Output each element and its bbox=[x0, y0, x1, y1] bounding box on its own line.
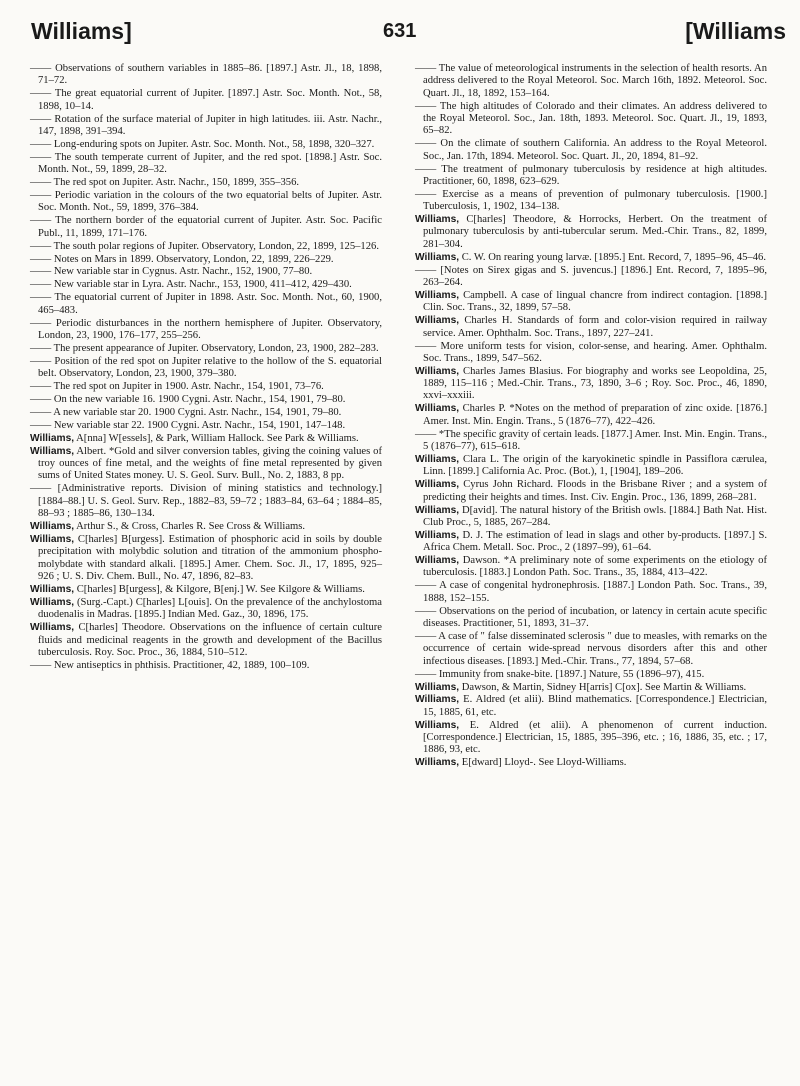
bibliography-entry bbox=[415, 138, 767, 163]
bibliography-entry bbox=[415, 720, 767, 757]
entry-author-heading: Williams, bbox=[415, 453, 460, 465]
entry-author-heading: Williams, bbox=[415, 694, 460, 706]
entry-text: —— Rotation of the surface material of Jupiter in high latitudes. iii. Astr. Nachr., 147, 1898, 391–394. bbox=[30, 113, 382, 137]
entry-text: Dawson, & Martin, Sidney H[arris] C[ox]. See Martin & Williams. bbox=[459, 681, 747, 693]
entry-text: —— Observations on the period of incubation, or latency in certain acute specific diseases. Practitioner, 51, 1893, 31–37. bbox=[415, 605, 767, 629]
entry-text: D[avid]. The natural history of the British owls. [1884.] Bath Nat. Hist. Club Proc., 5, 1885, 267–284. bbox=[423, 504, 767, 528]
entry-author-heading: Williams, bbox=[415, 504, 460, 516]
bibliography-entry bbox=[30, 597, 382, 622]
bibliography-entry bbox=[415, 505, 767, 530]
entry-text: C. W. On rearing young larvæ. [1895.] Ent. Record, 7, 1895–96, 45–46. bbox=[459, 251, 766, 263]
entry-author-heading: Williams, bbox=[415, 681, 460, 693]
bibliography-entry bbox=[30, 433, 382, 445]
bibliography-entry bbox=[415, 366, 767, 403]
entry-author-heading: Williams, bbox=[415, 403, 460, 415]
bibliography-entry bbox=[30, 292, 382, 317]
entry-text: —— A case of " false disseminated sclerosis " due to measles, with remarks on the occurrence of certain wide-spread nervous disorders after this and other infectious diseases. [1893.] Med.-Chir. Trans., 77, 1894, 57–68. bbox=[415, 630, 767, 667]
entry-text: Arthur S., & Cross, Charles R. See Cross & Williams. bbox=[74, 521, 306, 533]
entry-text: —— Immunity from snake-bite. [1897.] Nature, 55 (1896–97), 415. bbox=[415, 668, 705, 680]
running-header bbox=[0, 12, 800, 52]
entry-author-heading: Williams, bbox=[415, 289, 460, 301]
entry-text: —— More uniform tests for vision, color-sense, and hearing. Amer. Ophthalm. Soc. Trans., 1899, 547–562. bbox=[415, 340, 767, 364]
entry-text: —— [Administrative reports. Division of mining statistics and technology.] [1884–88.] U. S. Geol. Surv. Rep., 1882–83, 59–72 ; 1883–84, 63–64 ; 1884–85, 88–93 ; 1885–86, 130–134. bbox=[30, 483, 382, 520]
entry-text: Dawson. *A preliminary note of some experiments on the etiology of tuberculosis. [1883.] London Path. Soc. Trans., 35, 1884, 413–422. bbox=[423, 555, 767, 579]
bibliography-entry bbox=[30, 177, 382, 189]
entry-text: —— New variable star in Lyra. Astr. Nachr., 153, 1900, 411–412, 429–430. bbox=[30, 279, 352, 291]
entry-text: —— The great equatorial current of Jupiter. [1897.] Astr. Soc. Month. Not., 58, 1898, 10–14. bbox=[30, 88, 382, 112]
bibliography-entry bbox=[30, 343, 382, 355]
entry-author-heading: Williams, bbox=[415, 251, 460, 263]
entry-text: —— Notes on Mars in 1899. Observatory, London, 22, 1899, 226–229. bbox=[30, 253, 334, 265]
bibliography-entry bbox=[30, 622, 382, 659]
entry-text: Charles James Blasius. For biography and works see Leopoldina, 25, 1889, 115–116 ; Med.-Chir. Trans., 73, 1890, 3–6 ; Roy. Soc. Proc., 46, 1890, xxvi–xxxiii. bbox=[423, 365, 767, 402]
entry-text: —— The present appearance of Jupiter. Observatory, London, 23, 1900, 282–283. bbox=[30, 342, 379, 354]
bibliography-entry bbox=[415, 479, 767, 504]
bibliography-entry bbox=[30, 660, 382, 672]
bibliography-entry bbox=[415, 252, 767, 264]
entry-author-heading: Williams, bbox=[415, 555, 460, 567]
header-right-name: [Williams bbox=[685, 18, 786, 44]
entry-text: —— The south polar regions of Jupiter. Observatory, London, 22, 1899, 125–126. bbox=[30, 240, 379, 252]
entry-text: D. J. The estimation of lead in slags and other by-products. [1897.] S. Africa Chem. Metall. Soc. Proc., 2 (1897–99), 61–64. bbox=[423, 529, 767, 554]
right-column bbox=[415, 63, 767, 770]
bibliography-entry bbox=[415, 403, 767, 428]
bibliography-entry bbox=[30, 215, 382, 240]
entry-author-heading: Williams, bbox=[415, 757, 460, 769]
entry-text: —— *The specific gravity of certain leads. [1877.] Amer. Inst. Min. Engin. Trans., 5 (1876–77), 615–618. bbox=[415, 428, 767, 453]
entry-author-heading: Williams, bbox=[30, 445, 75, 457]
entry-author-heading: Williams, bbox=[30, 533, 75, 545]
bibliography-entry bbox=[30, 266, 382, 278]
bibliography-entry bbox=[30, 114, 382, 139]
entry-text: E[dward] Lloyd-. See Lloyd-Williams. bbox=[459, 757, 627, 769]
entry-text: C[harles] B[urgess]. Estimation of phosphoric acid in soils by double precipitation with molybdic solution and titration of the ammonium phospho-molybdate with standard alkali. [1895.] Amer. Chem. Soc. Jl., 17, 1895, 925–926 ; U. S. Div. Chem. Bull., No. 47, 1896, 82–83. bbox=[38, 533, 382, 582]
entry-text: Charles P. *Notes on the method of preparation of zinc oxide. [1876.] Amer. Inst. Min. Engin. Trans., 5 (1876–77), 422–426. bbox=[423, 403, 767, 427]
entry-text: —— Observations of southern variables in 1885–86. [1897.] Astr. Jl., 18, 1898, 71–72. bbox=[30, 63, 382, 87]
entry-author-heading: Williams, bbox=[415, 214, 460, 226]
bibliography-entry bbox=[30, 483, 382, 520]
bibliography-entry bbox=[30, 190, 382, 215]
bibliography-entry bbox=[415, 164, 767, 189]
bibliography-entry bbox=[415, 429, 767, 454]
entry-text: —— The south temperate current of Jupiter, and the red spot. [1898.] Astr. Soc. Month. Not., 59, 1899, 28–32. bbox=[30, 151, 382, 176]
bibliography-entry bbox=[30, 63, 382, 88]
entry-text: —— A case of congenital hydronephrosis. [1887.] London Path. Soc. Trans., 39, 1888, 152–155. bbox=[415, 580, 767, 604]
entry-text: —— Periodic variation in the colours of the two equatorial belts of Jupiter. Astr. Soc. Month. Not., 59, 1899, 376–384. bbox=[30, 190, 382, 214]
header-left-name: Williams] bbox=[31, 18, 132, 44]
bibliography-entry bbox=[415, 555, 767, 580]
bibliography-entry bbox=[415, 290, 767, 315]
entry-text: —— New variable star 22. 1900 Cygni. Astr. Nachr., 154, 1901, 147–148. bbox=[30, 419, 346, 431]
entry-text: Albert. *Gold and silver conversion tables, giving the coining values of troy ounces of fine metal, and the weights of fine metal represented by given sums of United States money. U. S. Geol. Surv. Bull., No. 2, 1883, 8 pp. bbox=[38, 445, 382, 482]
bibliography-entry bbox=[415, 63, 767, 100]
bibliography-entry bbox=[30, 356, 382, 381]
bibliography-entry bbox=[415, 341, 767, 366]
entry-text: Campbell. A case of lingual chancre from indirect contagion. [1898.] Clin. Soc. Trans., 32, 1899, 57–58. bbox=[423, 289, 767, 314]
bibliography-entry bbox=[415, 669, 767, 681]
bibliography-entry bbox=[30, 521, 382, 533]
entry-text: —— New antiseptics in phthisis. Practitioner, 42, 1889, 100–109. bbox=[30, 659, 310, 671]
entry-text: —— The red spot on Jupiter in 1900. Astr. Nachr., 154, 1901, 73–76. bbox=[30, 381, 324, 393]
entry-author-heading: Williams, bbox=[415, 365, 460, 377]
bibliography-entry bbox=[30, 584, 382, 596]
entry-author-heading: Williams, bbox=[30, 432, 75, 444]
entry-text: —— The red spot on Jupiter. Astr. Nachr., 150, 1899, 355–356. bbox=[30, 177, 300, 189]
bibliography-entry bbox=[415, 101, 767, 138]
entry-text: —— New variable star in Cygnus. Astr. Nachr., 152, 1900, 77–80. bbox=[30, 266, 313, 278]
entry-text: —— Long-enduring spots on Jupiter. Astr. Soc. Month. Not., 58, 1898, 320–327. bbox=[30, 138, 375, 150]
bibliography-entry bbox=[30, 152, 382, 177]
entry-author-heading: Williams, bbox=[415, 719, 460, 731]
entry-text: —— Exercise as a means of prevention of pulmonary tuberculosis. [1900.] Tuberculosis, 1, 1902, 134–138. bbox=[415, 188, 767, 213]
entry-text: —— The equatorial current of Jupiter in 1898. Astr. Soc. Month. Not., 60, 1900, 465–483. bbox=[30, 292, 382, 316]
bibliography-entry bbox=[415, 606, 767, 631]
bibliography-entry bbox=[415, 757, 767, 769]
bibliography-entry bbox=[30, 318, 382, 343]
entry-author-heading: Williams, bbox=[30, 583, 75, 595]
entry-text: A[nna] W[essels], & Park, William Hallock. See Park & Williams. bbox=[74, 432, 359, 444]
entry-text: —— The treatment of pulmonary tuberculosis by residence at high altitudes. Practitioner, 60, 1898, 623–629. bbox=[415, 163, 767, 187]
bibliography-entry bbox=[30, 139, 382, 151]
page-number: 631 bbox=[383, 20, 417, 42]
entry-text: E. Aldred (et alii). Blind mathematics. [Correspondence.] Electrician, 15, 1885, 61, etc. bbox=[423, 694, 767, 718]
entry-author-heading: Williams, bbox=[415, 529, 460, 541]
entry-text: —— On the new variable 16. 1900 Cygni. Astr. Nachr., 154, 1901, 79–80. bbox=[30, 394, 346, 406]
bibliography-entry bbox=[415, 454, 767, 479]
entry-text: Cyrus John Richard. Floods in the Brisbane River ; and a system of predicting their heights and times. Inst. Civ. Engin. Proc., 136, 1899, 268–281. bbox=[423, 479, 767, 503]
entry-text: —— The high altitudes of Colorado and their climates. An address delivered to the Royal Meteorol. Soc., Jan. 18th, 1893. Meteorol. Soc. Quart. Jl., 19, 1893, 65–82. bbox=[415, 100, 767, 137]
entry-text: —— A new variable star 20. 1900 Cygni. Astr. Nachr., 154, 1901, 79–80. bbox=[30, 406, 342, 418]
entry-text: (Surg.-Capt.) C[harles] L[ouis]. On the prevalence of the anchylostoma duodenalis in Madras. [1895.] Indian Med. Gaz., 30, 1896, 175. bbox=[38, 596, 382, 621]
bibliography-entry bbox=[30, 534, 382, 583]
entry-author-heading: Williams, bbox=[415, 315, 460, 327]
entry-author-heading: Williams, bbox=[30, 521, 75, 533]
bibliography-entry bbox=[30, 241, 382, 253]
entry-text: —— Position of the red spot on Jupiter relative to the hollow of the S. equatorial belt. Observatory, London, 23, 1900, 379–380. bbox=[30, 355, 382, 380]
entry-author-heading: Williams, bbox=[30, 622, 75, 634]
bibliography-entry bbox=[415, 189, 767, 214]
entry-text: C[harles] B[urgess], & Kilgore, B[enj.] W. See Kilgore & Williams. bbox=[74, 583, 365, 595]
entry-text: E. Aldred (et alii). A phenomenon of current induction. [Correspondence.] Electrician, 15, 1885, 395–396, etc. ; 16, 1886, 35, etc. ; 17, 1886, 93, etc. bbox=[423, 719, 767, 756]
bibliography-entry bbox=[415, 631, 767, 668]
left-column bbox=[30, 63, 382, 673]
entry-text: —— The value of meteorological instruments in the selection of health resorts. An address delivered to the Royal Meteorol. Soc. March 16th, 1892. Meteorol. Soc. Quart. Jl., 18, 1892, 153–164. bbox=[415, 63, 767, 99]
bibliography-entry bbox=[415, 530, 767, 555]
bibliography-entry bbox=[415, 265, 767, 290]
entry-text: Charles H. Standards of form and color-vision required in railway service. Amer. Ophthalm. Soc. Trans., 1897, 227–241. bbox=[423, 315, 767, 339]
bibliography-entry bbox=[30, 279, 382, 291]
bibliography-entry bbox=[30, 446, 382, 483]
entry-text: —— On the climate of southern California. An address to the Royal Meteorol. Soc., Jan. 17th, 1894. Meteorol. Soc. Quart. Jl., 20, 1894, 81–92. bbox=[415, 138, 767, 162]
entry-text: Clara L. The origin of the karyokinetic spindle in Passiflora cærulea, Linn. [1899.] California Ac. Proc. (Bot.), 1, [1904], 189–206. bbox=[423, 453, 767, 478]
entry-text: C[harles] Theodore. Observations on the influence of certain culture fluids and medicinal reagents in the growth and development of the Bacillus tuberculosis. Roy. Soc. Proc., 36, 1884, 510–512. bbox=[38, 622, 382, 658]
bibliography-entry bbox=[415, 315, 767, 340]
bibliography-entry bbox=[30, 420, 382, 432]
entry-text: —— The northern border of the equatorial current of Jupiter. Astr. Soc. Pacific Publ., 11, 1899, 171–176. bbox=[30, 215, 382, 239]
bibliography-entry bbox=[415, 214, 767, 251]
bibliography-entry bbox=[30, 381, 382, 393]
bibliography-entry bbox=[415, 580, 767, 605]
bibliography-entry bbox=[30, 254, 382, 266]
entry-text: —— [Notes on Sirex gigas and S. juvencus.] [1896.] Ent. Record, 7, 1895–96, 263–264. bbox=[415, 264, 767, 288]
entry-text: —— Periodic disturbances in the northern hemisphere of Jupiter. Observatory, London, 23, 1900, 176–177, 255–256. bbox=[30, 317, 382, 341]
entry-author-heading: Williams, bbox=[415, 479, 460, 491]
bibliography-entry bbox=[30, 394, 382, 406]
entry-text: C[harles] Theodore, & Horrocks, Herbert. On the treatment of pulmonary tuberculosis by anti-tubercular serum. Med.-Chir. Trans., 82, 1899, 281–304. bbox=[423, 214, 767, 250]
bibliography-entry bbox=[30, 407, 382, 419]
bibliography-entry bbox=[30, 88, 382, 113]
entry-author-heading: Williams, bbox=[30, 596, 75, 608]
bibliography-entry bbox=[415, 682, 767, 694]
bibliography-entry bbox=[415, 694, 767, 719]
